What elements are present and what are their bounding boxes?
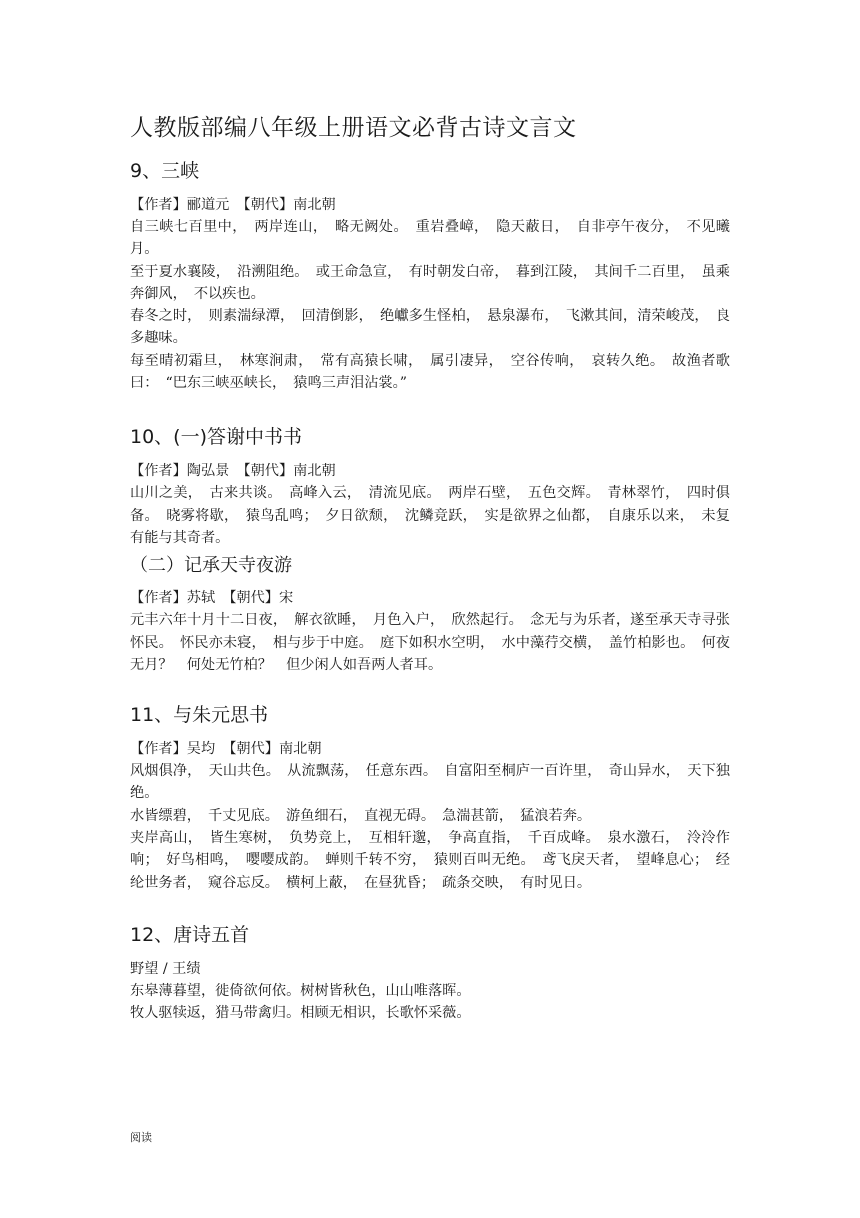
section-title: 11、与朱元思书 (130, 704, 269, 727)
section-title: 10、(一)答谢中书书 (130, 426, 303, 449)
poem-line: 牧人驱犊返，猎马带禽归。相顾无相识，长歌怀采薇。 (130, 1005, 471, 1022)
paragraph: 风烟俱净， 天山共色。 从流飘荡， 任意东西。 自富阳至桐庐一百许里， 奇山异水， 天下独绝。 (130, 763, 730, 802)
paragraph: 自三峡七百里中， 两岸连山， 略无阙处。 重岩叠嶂， 隐天蔽日， 自非亭午夜分， 不见曦月。 (130, 219, 730, 258)
author-meta: 【作者】吴均 【朝代】南北朝 (130, 741, 322, 758)
paragraph: 山川之美， 古来共谈。 高峰入云， 清流见底。 两岸石壁， 五色交辉。 青林翠竹， 四时俱备。 晓雾将歇， 猿鸟乱鸣； 夕日欲颓， 沈鳞竞跃， 实是欲界之仙都， 自康乐以来， 未复有能与其奇者。 (130, 485, 730, 546)
section-tangshiwushou (130, 922, 730, 1025)
paragraph: 元丰六年十月十二日夜， 解衣欲睡， 月色入户， 欣然起行。 念无与为乐者，遂至承天寺寻张怀民。 怀民亦未寝， 相与步于中庭。 庭下如积水空明， 水中藻荇交横， 盖竹柏影也。 何夜无月？ 何处无竹柏？ 但少闲人如吾两人者耳。 (130, 612, 730, 673)
footer-label: 阅读 (130, 1131, 152, 1144)
paragraph: 水皆缥碧， 千丈见底。 游鱼细石， 直视无碍。 急湍甚箭， 猛浪若奔。 (130, 807, 592, 824)
section-title: 9、三峡 (130, 160, 200, 182)
section-yuzhuyuansishu (130, 702, 730, 894)
paragraph: 每至晴初霜旦， 林寒涧肃， 常有高猿长啸， 属引凄异， 空谷传响， 哀转久绝。 故渔者歌曰： “巴东三峡巫峡长， 猿鸣三声泪沾裳。” (130, 352, 730, 392)
subsection-title: （二）记承天寺夜游 (130, 555, 292, 577)
poem-line: 东皋薄暮望，徙倚欲何依。树树皆秋色，山山唯落晖。 (130, 982, 471, 999)
author-meta: 【作者】陶弘景 【朝代】南北朝 (130, 463, 336, 480)
author-meta: 【作者】苏轼 【朝代】宋 (130, 590, 294, 607)
section-sanxia (130, 158, 730, 394)
section-daxiezhongshushu (130, 424, 730, 676)
document-title: 人教版部编八年级上册语文必背古诗文言文 (130, 115, 577, 141)
document-page (130, 112, 730, 1045)
section-title: 12、唐诗五首 (130, 923, 250, 946)
paragraph: 春冬之时， 则素湍绿潭， 回清倒影， 绝巘多生怪柏， 悬泉瀑布， 飞漱其间，清荣峻茂， 良多趣味。 (130, 308, 730, 347)
poem-title: 野望 / 王绩 (130, 960, 201, 977)
author-meta: 【作者】郦道元 【朝代】南北朝 (130, 197, 336, 213)
paragraph: 至于夏水襄陵， 沿溯阻绝。 或王命急宣， 有时朝发白帝， 暮到江陵， 其间千二百里， 虽乘奔御风， 不以疾也。 (130, 263, 730, 302)
paragraph: 夹岸高山， 皆生寒树， 负势竞上， 互相轩邈， 争高直指， 千百成峰。 泉水激石， 泠泠作响； 好鸟相鸣， 嘤嘤成韵。 蝉则千转不穷， 猿则百叫无绝。 鸢飞戾天者， 望峰息心； 经纶世务者， 窥谷忘反。 横柯上蔽， 在昼犹昏； 疏条交映， 有时见日。 (130, 830, 730, 891)
